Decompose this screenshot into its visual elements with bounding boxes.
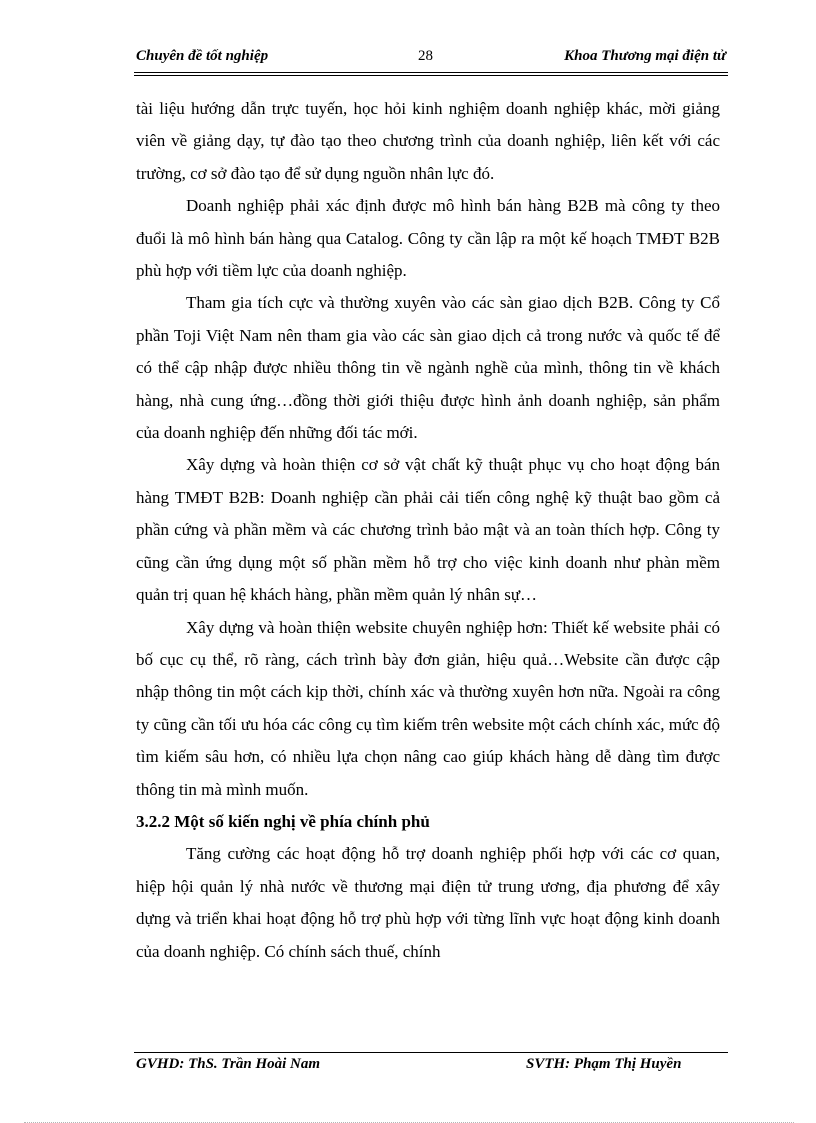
paragraph-3: Tham gia tích cực và thường xuyên vào các sàn giao dịch B2B. Công ty Cổ phần Toji Việt Nam nên tham gia vào các sàn giao dịch cả trong nước và quốc tế để có thể cập nhập được nhiều thông tin về ngành nghề của mình, thông tin về khách hàng, nhà cung ứng…đồng thời giới thiệu được hình ảnh doanh nghiệp, sản phẩm của doanh nghiệp đến những đối tác mới.	[136, 293, 720, 443]
section-heading: 3.2.2 Một số kiến nghị về phía chính phủ	[136, 811, 430, 831]
header-faculty: Khoa Thương mại điện tử	[564, 48, 726, 64]
footer-student: SVTH: Phạm Thị Huyền	[526, 1056, 682, 1072]
paragraph-6: Tăng cường các hoạt động hỗ trợ doanh nghiệp phối hợp với các cơ quan, hiệp hội quản lý nhà nước về thương mại điện tử trung ương, địa phương để xây dựng và triển khai hoạt động hỗ trợ phù hợp với từng lĩnh vực hoạt động kinh doanh của doanh nghiệp. Có chính sách thuế, chính	[136, 844, 720, 961]
document-body	[136, 93, 720, 968]
page-header	[136, 48, 726, 70]
header-title: Chuyên đề tốt nghiệp	[136, 48, 269, 64]
paragraph-1: tài liệu hướng dẫn trực tuyến, học hỏi kinh nghiệm doanh nghiệp khác, mời giảng viên về giảng dạy, tự đào tạo theo chương trình của doanh nghiệp, liên kết với các trường, cơ sở đào tạo để sử dụng nguồn nhân lực đó.	[136, 99, 720, 183]
footer-supervisor: GVHD: ThS. Trần Hoài Nam	[136, 1056, 321, 1072]
page-number: 28	[418, 48, 433, 64]
page-footer	[136, 1056, 726, 1078]
paragraph-2: Doanh nghiệp phải xác định được mô hình bán hàng B2B mà công ty theo đuổi là mô hình bán hàng qua Catalog. Công ty cần lập ra một kế hoạch TMĐT B2B phù hợp với tiềm lực của doanh nghiệp.	[136, 196, 720, 281]
header-rule-thin	[134, 75, 728, 76]
paragraph-5: Xây dựng và hoàn thiện website chuyên nghiệp hơn: Thiết kế website phải có bố cục cụ thể, rõ ràng, cách trình bày đơn giản, hiệu quả…Website cần được cập nhập thông tin một cách kịp thời, chính xác và thường xuyên hơn nữa. Ngoài ra công ty cũng cần tối ưu hóa các công cụ tìm kiếm trên website một cách chính xác, mức độ tìm kiếm sâu hơn, có nhiều lựa chọn nâng cao giúp khách hàng dễ dàng tìm được thông tin mà mình muốn.	[136, 617, 720, 799]
header-rule	[134, 72, 728, 73]
footer-rule	[134, 1052, 728, 1053]
paragraph-4: Xây dựng và hoàn thiện cơ sở vật chất kỹ thuật phục vụ cho hoạt động bán hàng TMĐT B2B: Doanh nghiệp cần phải cải tiến công nghệ kỹ thuật bao gồm cả phần cứng và phần mềm và các chương trình bảo mật và an toàn thích hợp. Công ty cũng cần ứng dụng một số phần mềm hỗ trợ cho việc kinh doanh như phàn mềm quản trị quan hệ khách hàng, phần mềm quản lý nhân sự…	[136, 455, 720, 605]
